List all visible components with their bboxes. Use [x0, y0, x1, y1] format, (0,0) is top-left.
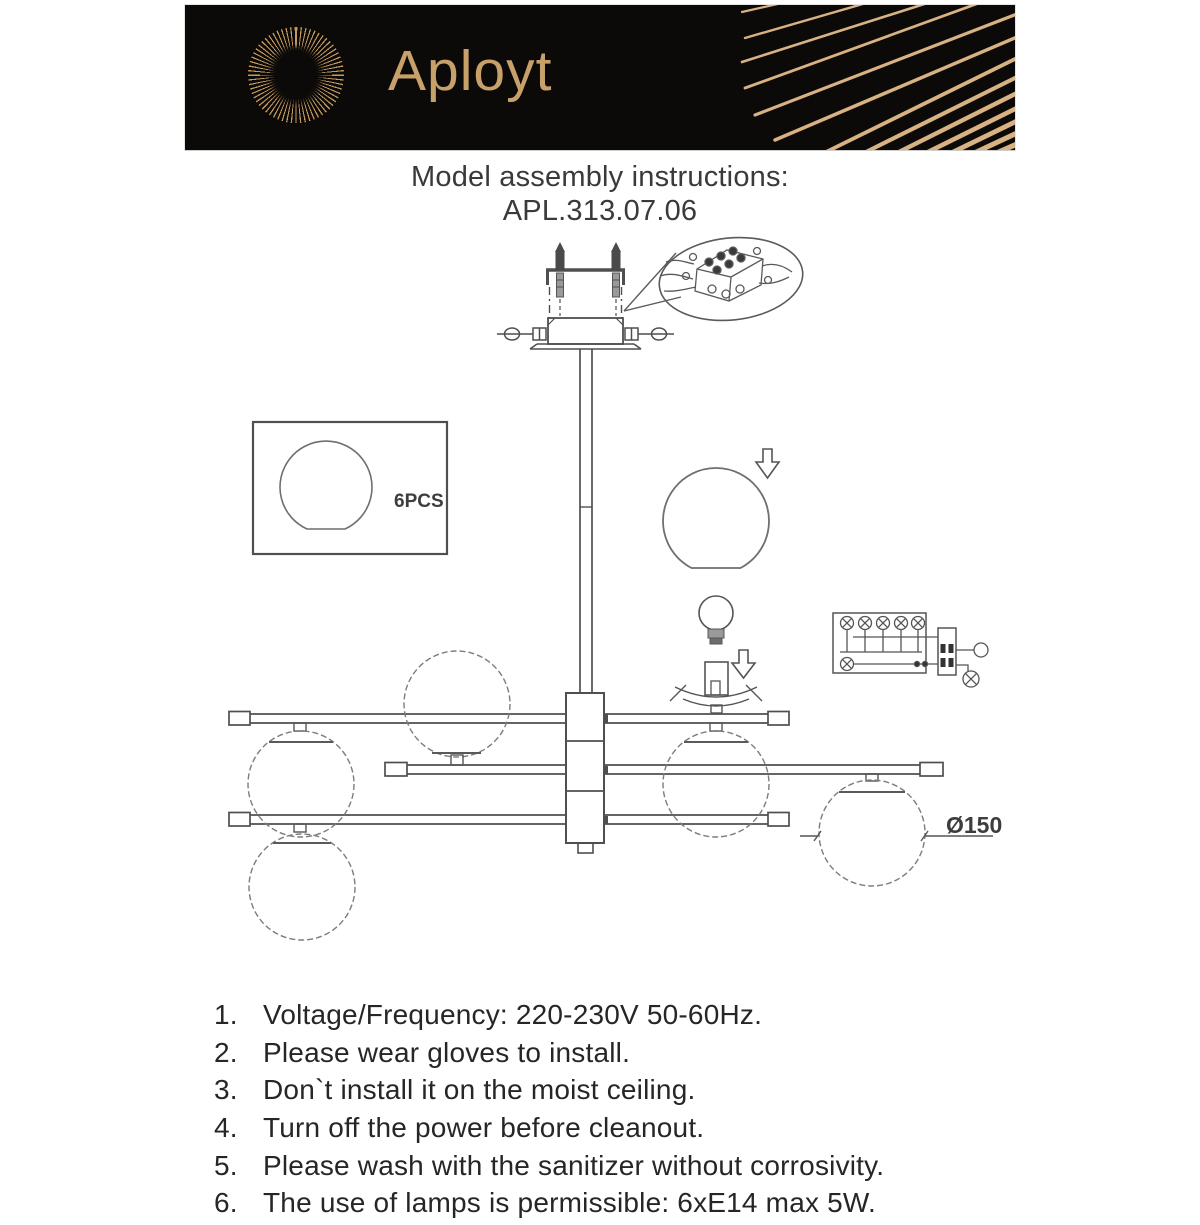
wiring-schematic — [833, 613, 988, 687]
lamp-symbols — [841, 617, 925, 630]
parts-count-label: 6PCS — [394, 491, 444, 512]
item-text: Please wear gloves to install. — [263, 1036, 631, 1068]
item-text: Don`t install it on the moist ceiling. — [263, 1074, 696, 1106]
item-number: 2. — [214, 1036, 238, 1068]
bulb-part — [699, 596, 733, 644]
instruction-list — [214, 999, 1014, 1225]
model-number: APL.313.07.06 — [502, 195, 698, 227]
list-item — [214, 999, 1014, 1037]
ceiling-bracket-drawing — [497, 242, 674, 349]
down-arrow-icon — [732, 650, 755, 678]
down-arrow-icon — [756, 449, 779, 478]
terminal-block-icon — [660, 247, 792, 301]
item-text: Please wash with the sanitizer without corrosivity. — [263, 1149, 885, 1181]
side-screw-left — [497, 328, 546, 340]
item-number: 6. — [214, 1187, 238, 1219]
list-item — [214, 1187, 1014, 1225]
mounting-screw-right — [611, 242, 621, 316]
fixture-hub-drawing — [566, 693, 608, 853]
item-number: 3. — [214, 1074, 238, 1106]
dimension-annotation — [800, 812, 1002, 841]
item-text: Voltage/Frequency: 220-230V 50-60Hz. — [263, 999, 763, 1030]
wiring-callout-bubble — [624, 231, 807, 328]
diameter-label: Ø150 — [946, 812, 1003, 838]
item-text: The use of lamps is permissible: 6xE14 max 5W. — [263, 1187, 876, 1219]
item-number: 5. — [214, 1149, 238, 1181]
ceiling-rod-drawing — [580, 349, 592, 693]
brand-name: Aployt — [388, 39, 553, 103]
exploded-parts-drawing — [663, 449, 779, 713]
item-number: 1. — [214, 999, 238, 1030]
parts-box — [253, 422, 447, 554]
title-line1: Model assembly instructions: — [411, 161, 789, 193]
globe-part — [663, 468, 769, 568]
mounting-screw-left — [555, 242, 565, 316]
item-number: 4. — [214, 1112, 238, 1144]
list-item — [214, 1074, 1014, 1112]
list-item — [214, 1150, 1014, 1188]
list-item — [214, 1112, 1014, 1150]
list-item — [214, 1037, 1014, 1075]
side-screw-right — [625, 328, 674, 340]
connector-block-icon — [938, 628, 956, 675]
item-text: Turn off the power before cleanout. — [263, 1112, 705, 1144]
